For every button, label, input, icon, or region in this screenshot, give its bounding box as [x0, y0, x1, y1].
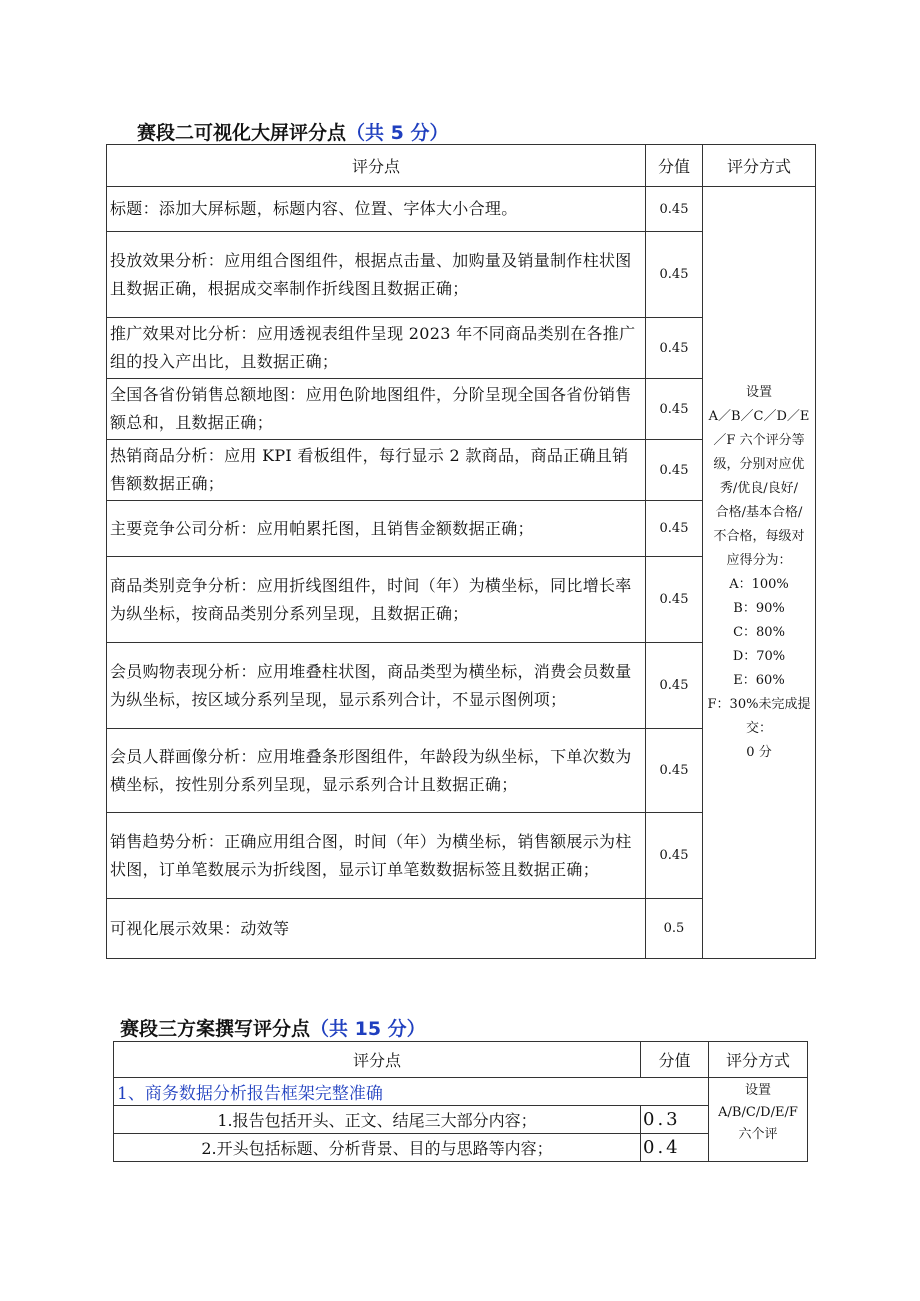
row-score: 0.45 [646, 813, 703, 899]
method-line: B：90% [733, 600, 785, 616]
method-line: 0 分 [746, 744, 772, 760]
section3-header-row [114, 1042, 808, 1078]
section2-method-cell [703, 187, 816, 959]
row-item-text: 会员购物表现分析：应用堆叠柱状图，商品类型为横坐标，消费会员数量为纵坐标，按区域分系列呈现，显示系列合计，不显示图例项； [107, 643, 646, 729]
header-method: 评分方式 [709, 1042, 808, 1078]
row-item-text: 可视化展示效果：动效等 [107, 899, 646, 959]
header-item: 评分点 [107, 145, 646, 187]
row-score: 0.45 [646, 501, 703, 557]
section2-header-row [107, 145, 816, 187]
row-item-text: 全国各省份销售总额地图：应用色阶地图组件，分阶呈现全国各省份销售额总和，且数据正确； [107, 379, 646, 440]
row-score: 0.45 [646, 643, 703, 729]
row-score: 0.5 [646, 899, 703, 959]
row-item-text: 主要竞争公司分析：应用帕累托图，且销售金额数据正确； [107, 501, 646, 557]
method-line: 不合格，每级对 [713, 528, 805, 544]
row-score: 0.45 [646, 440, 703, 501]
row-item-text: 2.开头包括标题、分析背景、目的与思路等内容； [114, 1134, 641, 1162]
category-label: 1、商务数据分析报告框架完整准确 [114, 1078, 709, 1106]
method-line: 秀/优良/良好/ [719, 480, 799, 496]
row-score: 0.4 [641, 1134, 709, 1162]
method-line: 六个评 [738, 1127, 778, 1142]
header-item: 评分点 [114, 1042, 641, 1078]
section2-title [137, 118, 448, 145]
row-score: 0.45 [646, 318, 703, 379]
method-line: A：100% [729, 576, 789, 592]
row-item-text: 会员人群画像分析：应用堆叠条形图组件，年龄段为纵坐标，下单次数为横坐标，按性别分系列呈现，显示系列合计且数据正确； [107, 729, 646, 813]
header-score: 分值 [641, 1042, 709, 1078]
section3-title [120, 1014, 426, 1041]
section3-method-cell [709, 1078, 808, 1162]
row-score: 0.45 [646, 557, 703, 643]
row-item-text: 销售趋势分析：正确应用组合图，时间（年）为横坐标，销售额展示为柱状图，订单笔数展示为折线图，显示订单笔数数据标签且数据正确； [107, 813, 646, 899]
section3-score-table [113, 1041, 808, 1162]
row-item-text: 标题：添加大屏标题，标题内容、位置、字体大小合理。 [107, 187, 646, 232]
row-score: 0.45 [646, 232, 703, 318]
method-line: 设置 [744, 1083, 771, 1098]
row-item-text: 1.报告包括开头、正文、结尾三大部分内容； [114, 1106, 641, 1134]
method-line: 交： [745, 720, 772, 736]
row-score: 0.45 [646, 729, 703, 813]
table-row [114, 1106, 808, 1134]
row-item-text: 推广效果对比分析：应用透视表组件呈现 2023 年不同商品类别在各推广组的投入产出比，且数据正确； [107, 318, 646, 379]
category-row [114, 1078, 808, 1106]
method-line: ／F 六个评分等 [713, 432, 805, 448]
method-line: 设置 [745, 384, 772, 400]
method-line: 应得分为： [726, 552, 792, 568]
method-line: F：30%未完成提 [707, 696, 811, 712]
method-line: E：60% [733, 672, 785, 688]
row-item-text: 热销商品分析：应用 KPI 看板组件，每行显示 2 款商品，商品正确且销售额数据正确； [107, 440, 646, 501]
method-line: C：80% [733, 624, 785, 640]
method-line: A/B/C/D/E/F [718, 1105, 798, 1120]
table-row [114, 1134, 808, 1162]
method-line: D：70% [732, 648, 786, 664]
section2-score-table [106, 144, 816, 959]
section2-title-text: 赛段二可视化大屏评分点 [137, 122, 347, 144]
row-score: 0.45 [646, 187, 703, 232]
row-item-text: 投放效果分析：应用组合图组件，根据点击量、加购量及销量制作柱状图且数据正确，根据成交率制作折线图且数据正确； [107, 232, 646, 318]
row-score: 0.45 [646, 379, 703, 440]
row-item-text: 商品类别竞争分析：应用折线图组件，时间（年）为横坐标，同比增长率为纵坐标，按商品类别分系列呈现，且数据正确； [107, 557, 646, 643]
method-line: 合格/基本合格/ [715, 504, 803, 520]
header-score: 分值 [646, 145, 703, 187]
section3-title-suffix: （共 15 分） [310, 1018, 426, 1040]
table-row [107, 187, 816, 232]
method-line: A／B／C／D／E [708, 408, 810, 424]
method-line: 级，分别对应优 [713, 456, 805, 472]
section2-title-suffix: （共 5 分） [346, 122, 449, 144]
row-score: 0.3 [641, 1106, 709, 1134]
header-method: 评分方式 [703, 145, 816, 187]
section3-title-text: 赛段三方案撰写评分点 [120, 1018, 311, 1040]
